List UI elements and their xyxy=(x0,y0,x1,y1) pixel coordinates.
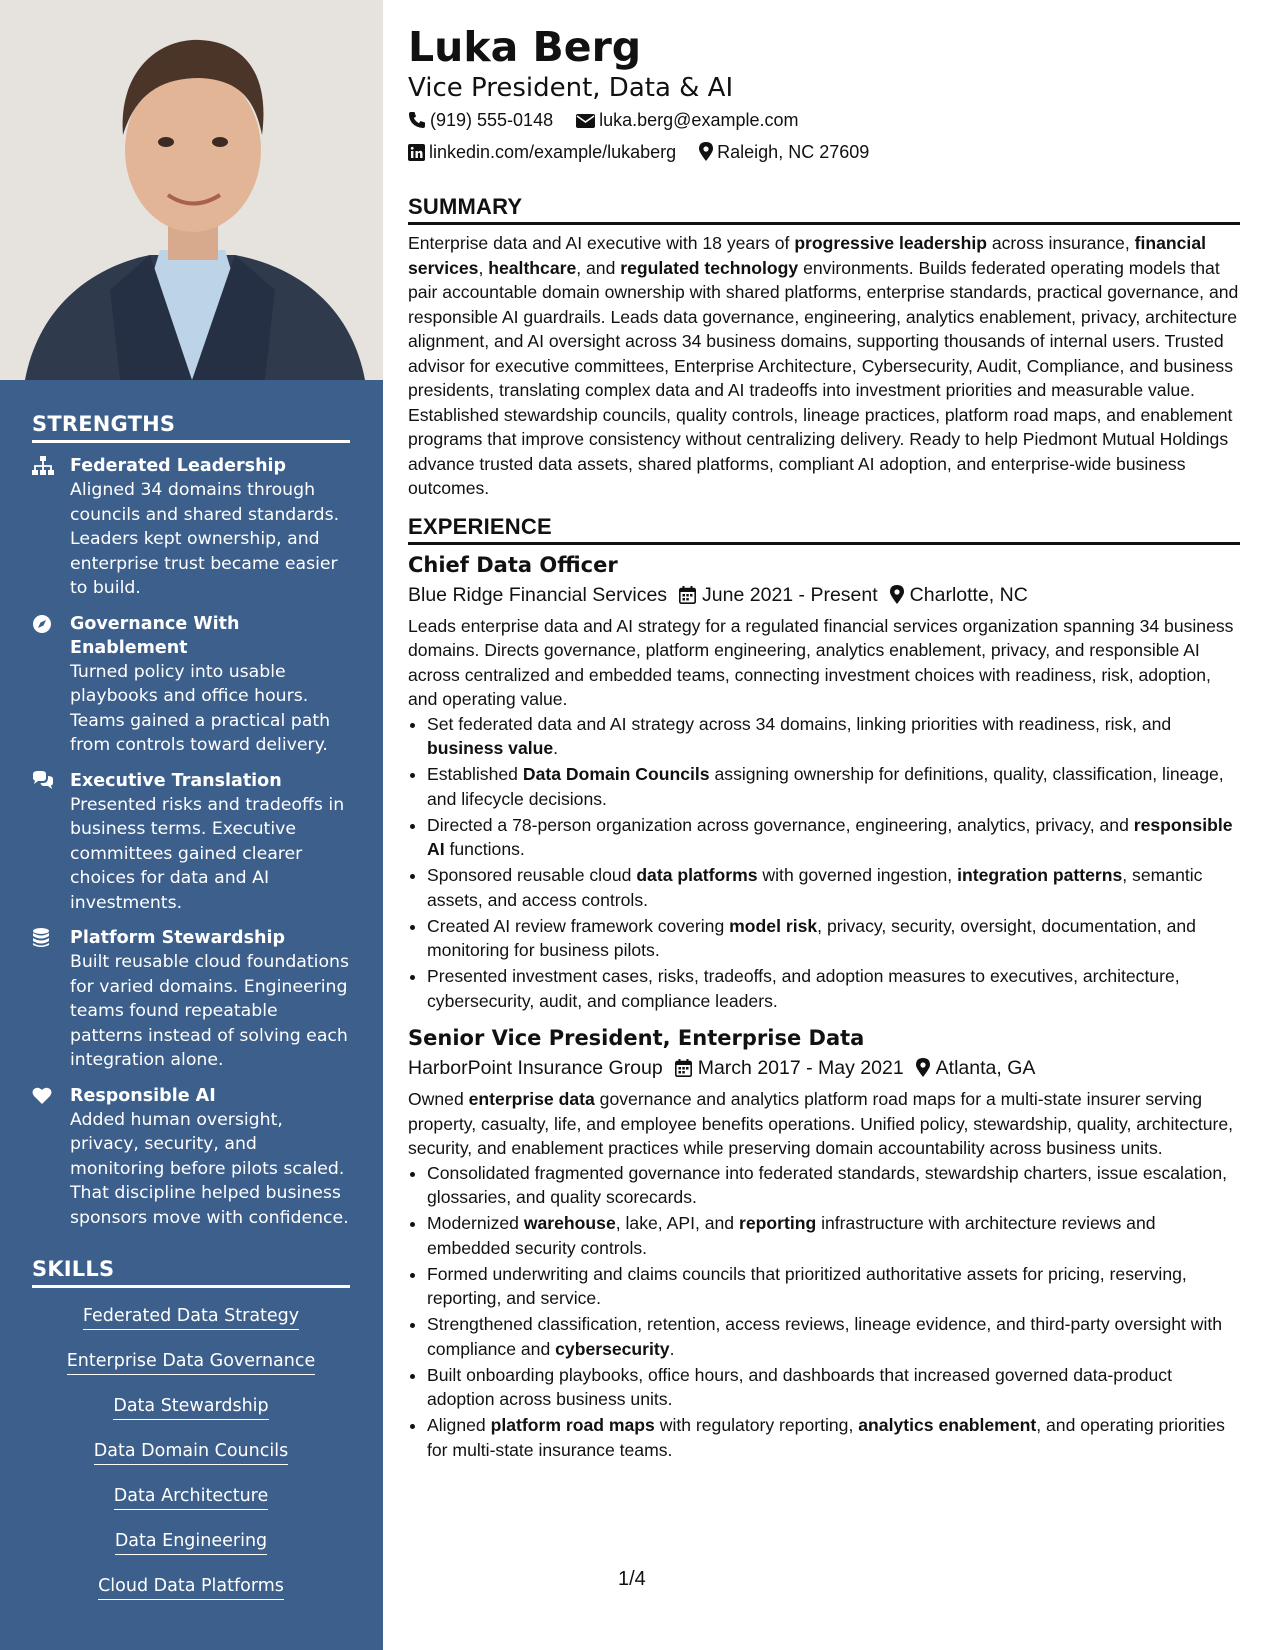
skill-tag: Data Engineering xyxy=(115,1529,267,1555)
location-text: Raleigh, NC 27609 xyxy=(717,142,870,162)
map-marker-icon xyxy=(890,585,904,604)
skill-tag: Data Architecture xyxy=(114,1484,268,1510)
strength-item xyxy=(32,612,350,758)
bullet-item xyxy=(427,1211,1240,1260)
profile-photo xyxy=(0,0,383,380)
job-entry xyxy=(408,550,1240,1014)
text-run: Established xyxy=(427,764,523,784)
bold-text: responsible AI xyxy=(427,814,1233,859)
text-run: Presented investment cases, risks, tradeoffs, and adoption measures to executives, architecture, cybersecurity, audit, and compliance leaders. xyxy=(427,966,1180,1011)
email[interactable] xyxy=(576,104,798,136)
job-entry xyxy=(408,1023,1240,1462)
bold-text: Data Domain Councils xyxy=(522,764,710,784)
strength-title: Federated Leadership xyxy=(70,456,287,476)
text-run: with regulatory reporting, xyxy=(654,1415,859,1435)
bullet-item xyxy=(427,1413,1240,1462)
map-marker-icon xyxy=(699,142,713,161)
job-company: HarborPoint Insurance Group xyxy=(408,1057,663,1079)
strengths-section xyxy=(32,412,350,1230)
summary-heading: SUMMARY xyxy=(408,194,1240,225)
job-dates: March 2017 - May 2021 xyxy=(697,1057,904,1079)
envelope-icon xyxy=(576,113,595,129)
text-run: Leads enterprise data and AI strategy for a regulated financial services organization spanning 34 business domains. Directs governance, platform engineering, analytics enablement, privacy, and responsible AI across centralized and embedded teams, connecting investment choices with readiness, risk, adoption, and operating value. xyxy=(408,615,1234,709)
bold-text: progressive leadership xyxy=(794,233,987,253)
map-marker-icon xyxy=(916,1058,930,1077)
bullet-item xyxy=(427,863,1240,912)
strength-title: Executive Translation xyxy=(70,770,282,791)
strength-title: Governance With Enablement xyxy=(70,613,240,658)
bold-text: cybersecurity xyxy=(555,1338,670,1359)
bold-text: healthcare xyxy=(488,257,577,278)
text-run: with governed ingestion, xyxy=(757,865,958,885)
text-run: . xyxy=(553,738,559,758)
skill-tag: Cloud Data Platforms xyxy=(98,1574,284,1600)
text-run: , xyxy=(478,257,489,278)
job-company: Blue Ridge Financial Services xyxy=(408,583,668,606)
strength-item xyxy=(32,1084,350,1231)
calendar-icon xyxy=(675,1059,692,1077)
text-run: , and xyxy=(576,257,621,278)
text-run: , lake, API, and xyxy=(615,1213,739,1233)
contact-row xyxy=(408,104,1240,136)
job-title: Chief Data Officer xyxy=(408,552,618,577)
strength-title: Platform Stewardship xyxy=(70,928,285,948)
phone-icon xyxy=(408,111,426,129)
sitemap-icon xyxy=(32,456,54,476)
bullet-item xyxy=(427,762,1240,811)
bullet-item xyxy=(427,1312,1240,1361)
bold-text: integration patterns xyxy=(957,865,1123,885)
summary-text xyxy=(408,231,1240,501)
text-run: environments. Builds federated operating models that pair accountable domain ownership with shared platforms, enterprise standards, practical governance, and responsible AI guardrails. Leads data governance, engineering, analytics enablement, privacy, architecture alignment, and AI oversight across 34 business domains, supporting thousands of internal users. Trusted advisor for executive committees, Enterprise Architecture, Cybersecurity, Audit, Compliance, and business presidents, translating complex data and AI tradeoffs into investment priorities and measurable value. Established stewardship councils, quality controls, lineage practices, platform road maps, and enablement programs that improve consistency without centralizing delivery. Ready to help Piedmont Mutual Holdings advance trusted data assets, shared platforms, compliant AI adoption, and enterprise-wide business outcomes. xyxy=(408,257,1239,498)
strength-item xyxy=(32,769,350,916)
email-text: luka.berg@example.com xyxy=(599,110,799,130)
text-run: functions. xyxy=(444,839,525,859)
database-icon xyxy=(32,928,54,948)
strength-item xyxy=(32,926,350,1073)
strength-title: Responsible AI xyxy=(70,1085,216,1106)
text-run: Strengthened classification, retention, access reviews, lineage evidence, and third-party oversight with compliance and xyxy=(427,1314,1223,1359)
job-meta xyxy=(408,1053,1240,1083)
bold-text: business value xyxy=(427,738,554,758)
phone xyxy=(408,104,553,136)
linkedin[interactable] xyxy=(408,136,676,168)
text-run: infrastructure with architecture reviews and embedded security controls. xyxy=(427,1213,1156,1258)
skill-tag: Data Stewardship xyxy=(113,1394,268,1420)
job-bullets xyxy=(408,712,1240,1014)
location xyxy=(699,136,869,168)
experience-heading: EXPERIENCE xyxy=(408,514,1240,545)
text-run: Consolidated fragmented governance into federated standards, stewardship charters, issue escalation, glossaries, and quality scorecards. xyxy=(427,1162,1228,1207)
text-run: across insurance, xyxy=(986,233,1135,253)
strengths-heading: STRENGTHS xyxy=(32,412,350,443)
heart-icon xyxy=(32,1086,54,1106)
bold-text: analytics enablement xyxy=(858,1415,1037,1435)
skill-tag: Data Domain Councils xyxy=(94,1439,288,1465)
job-location: Atlanta, GA xyxy=(935,1057,1036,1079)
candidate-name: Luka Berg xyxy=(408,23,642,71)
contact-row xyxy=(408,136,1240,168)
bold-text: warehouse xyxy=(523,1213,616,1233)
strength-desc: Turned policy into usable playbooks and office hours. Teams gained a practical path from controls toward delivery. xyxy=(70,661,331,755)
skills-heading: SKILLS xyxy=(32,1257,350,1288)
compass-icon xyxy=(32,614,54,634)
bullet-item xyxy=(427,1363,1240,1412)
experience-list xyxy=(408,550,1240,1463)
text-run: , privacy, security, oversight, documentation, and monitoring for business pilots. xyxy=(427,915,1196,960)
text-run: Formed underwriting and claims councils that prioritized authoritative assets for pricing, reserving, reporting, and service. xyxy=(427,1263,1187,1308)
bold-text: platform road maps xyxy=(490,1415,655,1435)
job-intro xyxy=(408,1087,1240,1161)
comments-icon xyxy=(32,771,54,791)
strength-desc: Aligned 34 domains through councils and shared standards. Leaders kept ownership, and enterprise trust became easier to build. xyxy=(70,480,340,598)
bullet-item xyxy=(427,964,1240,1013)
bold-text: model risk xyxy=(729,915,818,936)
text-run: Directed a 78-person organization across governance, engineering, analytics, privacy, and xyxy=(427,814,1134,835)
candidate-title: Vice President, Data & AI xyxy=(408,73,734,103)
strength-item xyxy=(32,454,350,601)
bullet-item xyxy=(427,914,1240,963)
text-run: Created AI review framework covering xyxy=(427,915,730,936)
text-run: Aligned xyxy=(427,1415,491,1435)
page-number: 1/4 xyxy=(618,1568,646,1590)
strength-desc: Added human oversight, privacy, security, and monitoring before pilots scaled. That discipline helped business sponsors move with confidence. xyxy=(70,1109,349,1228)
job-dates: June 2021 - Present xyxy=(702,583,878,606)
text-run: , and operating priorities for multi-state insurance teams. xyxy=(427,1415,1225,1460)
bold-text: regulated technology xyxy=(620,257,799,278)
text-run: Set federated data and AI strategy across 34 domains, linking priorities with readiness, risk, and xyxy=(427,713,1172,734)
skill-tag: Enterprise Data Governance xyxy=(67,1349,316,1375)
calendar-icon xyxy=(679,586,696,604)
bullet-item xyxy=(427,712,1240,761)
sidebar xyxy=(0,0,383,1650)
job-title: Senior Vice President, Enterprise Data xyxy=(408,1026,865,1050)
text-run: , semantic assets, and access controls. xyxy=(427,865,1203,910)
bullet-item xyxy=(427,813,1240,862)
linkedin-text: linkedin.com/example/lukaberg xyxy=(429,142,677,162)
main-content xyxy=(408,22,1240,1464)
linkedin-icon xyxy=(408,144,425,161)
text-run: Modernized xyxy=(427,1213,524,1233)
bold-text: reporting xyxy=(738,1213,817,1233)
strength-desc: Presented risks and tradeoffs in business terms. Executive committees gained clearer choices for data and AI investments. xyxy=(70,794,345,913)
phone-text: (919) 555-0148 xyxy=(430,110,554,130)
text-run: Owned xyxy=(408,1089,469,1109)
text-run: governance and analytics platform road maps for a multi-state insurer serving property, casualty, life, and employee benefits operations. Unified policy, stewardship, quality, architecture, security, and enablement practices while preserving domain accountability across business units. xyxy=(408,1089,1234,1158)
strength-desc: Built reusable cloud foundations for varied domains. Engineering teams found repeatable patterns instead of solving each integration alone. xyxy=(70,952,349,1070)
bold-text: enterprise data xyxy=(468,1089,595,1109)
bullet-item xyxy=(427,1262,1240,1311)
text-run: Sponsored reusable cloud xyxy=(427,865,637,885)
job-bullets xyxy=(408,1161,1240,1463)
text-run: assigning ownership for definitions, quality, classification, lineage, and lifecycle decisions. xyxy=(427,764,1224,809)
skill-tag: Federated Data Strategy xyxy=(83,1304,299,1330)
job-location: Charlotte, NC xyxy=(909,583,1028,606)
text-run: Enterprise data and AI executive with 18 years of xyxy=(408,233,795,253)
job-intro xyxy=(408,614,1240,712)
job-meta xyxy=(408,580,1240,610)
text-run: . xyxy=(669,1338,675,1359)
bullet-item xyxy=(427,1161,1240,1210)
skills-list xyxy=(32,1304,350,1619)
bold-text: financial services xyxy=(408,233,1206,278)
skills-section xyxy=(32,1257,350,1619)
text-run: Built onboarding playbooks, office hours, and dashboards that increased governed data-product adoption across business units. xyxy=(427,1364,1172,1409)
bold-text: data platforms xyxy=(636,865,758,885)
